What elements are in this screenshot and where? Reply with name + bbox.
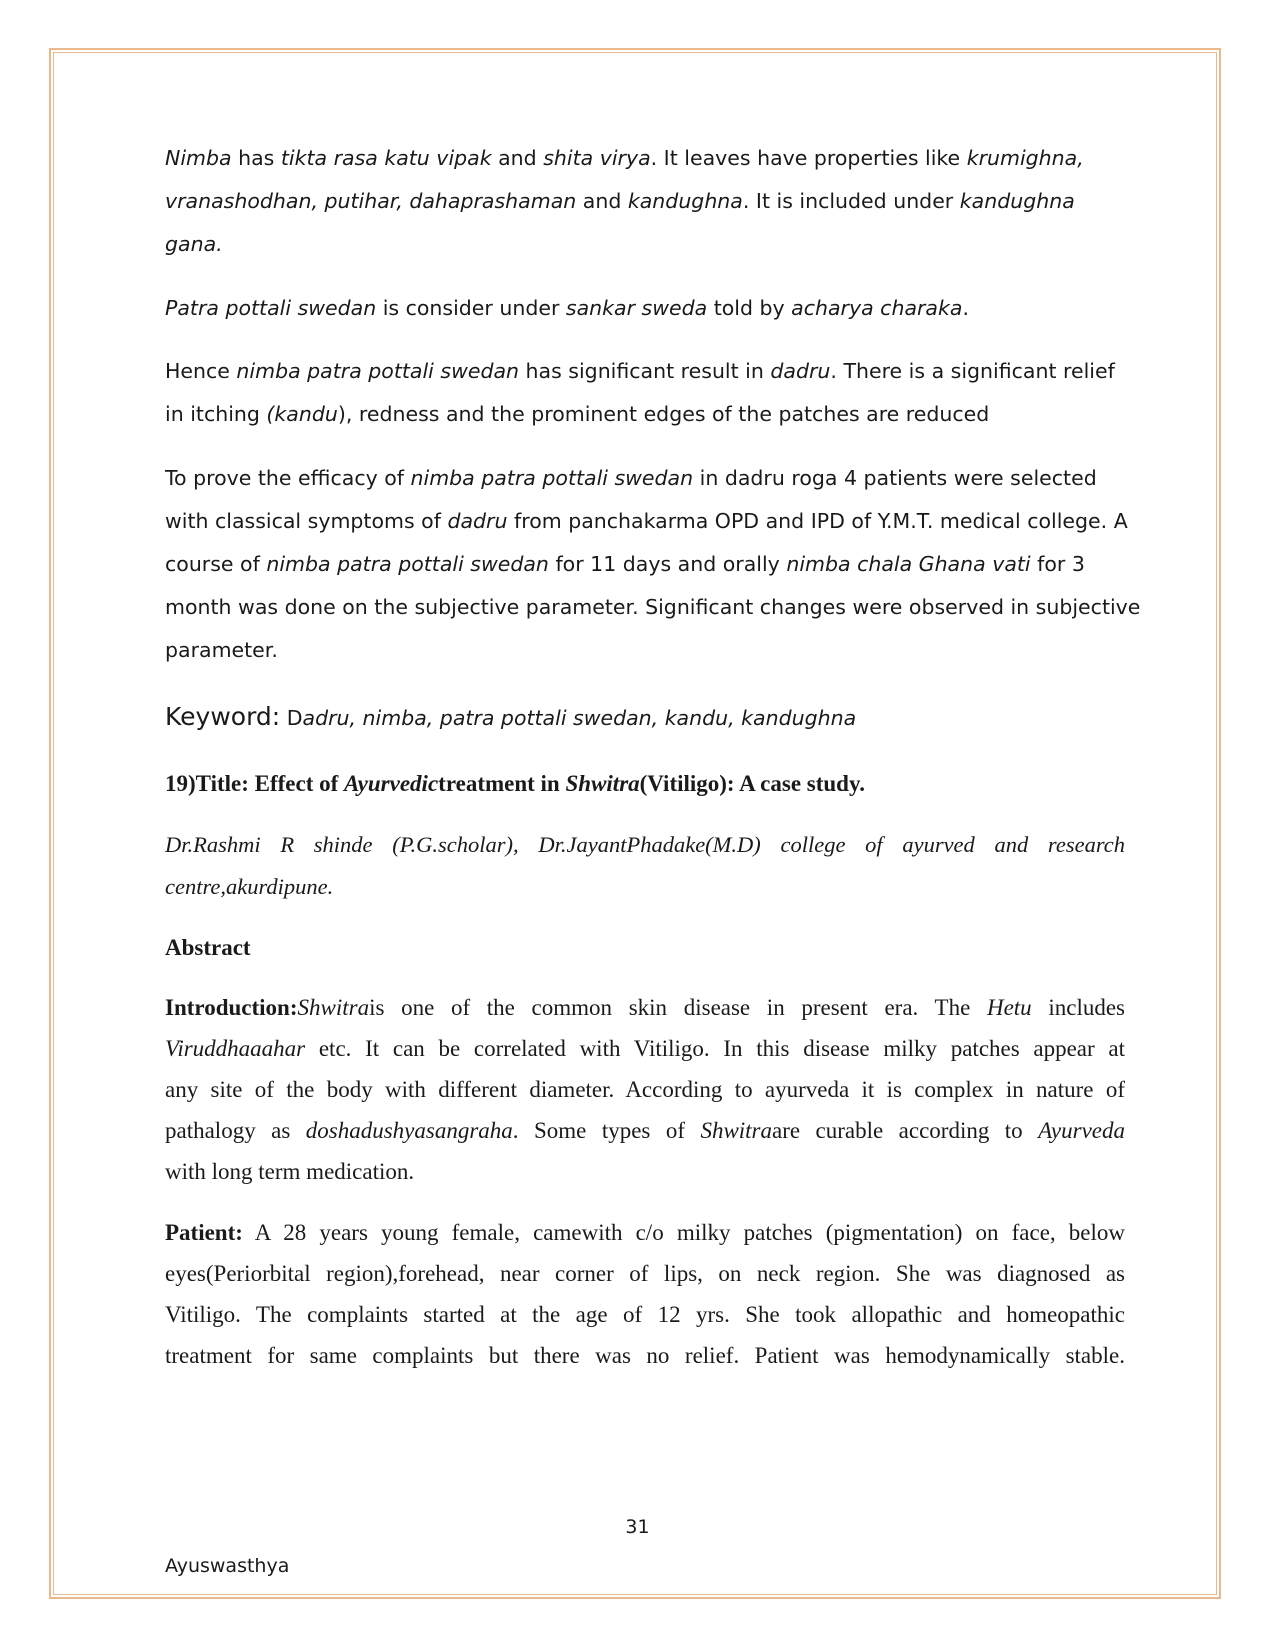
intro-line-3: any site of the body with different diameter. According to ayurveda it is complex in nature of [165, 1077, 1125, 1102]
page-number: 31 [625, 1516, 650, 1538]
journal-footer: Ayuswasthya [165, 1555, 290, 1577]
para-efficacy-line-4: month was done on the subjective parameter. Significant changes were observed in subjective [165, 595, 1141, 619]
para-nimba-line-3: gana. [165, 232, 223, 256]
para-hence-line-1: Hence nimba patra pottali swedan has significant result in dadru. There is a significant relief [165, 359, 1115, 383]
keyword-line: Keyword: Dadru, nimba, patra pottali swedan, kandu, kandughna [165, 702, 857, 731]
patient-line-3: Vitiligo. The complaints started at the age of 12 yrs. She took allopathic and homeopathic [165, 1302, 1125, 1327]
para-nimba-line-1: Nimba has tikta rasa katu vipak and shita virya. It leaves have properties like krumighna, [165, 146, 1084, 170]
keyword-label: Keyword: [165, 702, 281, 731]
para-efficacy-line-5: parameter. [165, 638, 278, 662]
para-efficacy-line-3: course of nimba patra pottali swedan for 11 days and orally nimba chala Ghana vati for 3 [165, 552, 1085, 576]
para-hence-line-2: in itching (kandu), redness and the prominent edges of the patches are reduced [165, 402, 990, 426]
para-efficacy-line-1: To prove the efficacy of nimba patra pottali swedan in dadru roga 4 patients were selected [165, 466, 1097, 490]
patient-line-1: Patient: A 28 years young female, camewith c/o milky patches (pigmentation) on face, below [165, 1220, 1125, 1245]
para-patra-line-1: Patra pottali swedan is consider under sankar sweda told by acharya charaka. [165, 296, 969, 320]
patient-line-4: treatment for same complaints but there was no relief. Patient was hemodynamically stable. [165, 1343, 1125, 1368]
article-title: 19)Title: Effect of Ayurvedictreatment in Shwitra(Vitiligo): A case study. [165, 771, 865, 796]
intro-line-5: with long term medication. [165, 1159, 415, 1184]
para-nimba-line-2: vranashodhan, putihar, dahaprashaman and kandughna. It is included under kandughna [165, 189, 1075, 213]
para-efficacy-line-2: with classical symptoms of dadru from panchakarma OPD and IPD of Y.M.T. medical college. A [165, 509, 1128, 533]
authors-line-1: Dr.Rashmi R shinde (P.G.scholar), Dr.JayantPhadake(M.D) college of ayurved and research [165, 832, 1125, 857]
abstract-heading: Abstract [165, 935, 251, 960]
intro-line-2: Viruddhaaahar etc. It can be correlated with Vitiligo. In this disease milky patches appear at [165, 1036, 1125, 1061]
patient-line-2: eyes(Periorbital region),forehead, near corner of lips, on neck region. She was diagnosed as [165, 1261, 1125, 1286]
intro-line-1: Introduction:Shwitrais one of the common skin disease in present era. The Hetu includes [165, 995, 1126, 1020]
intro-line-4: pathalogy as doshadushyasangraha. Some types of Shwitraare curable according to Ayurveda [165, 1118, 1125, 1143]
authors-line-2: centre,akurdipune. [165, 874, 334, 899]
